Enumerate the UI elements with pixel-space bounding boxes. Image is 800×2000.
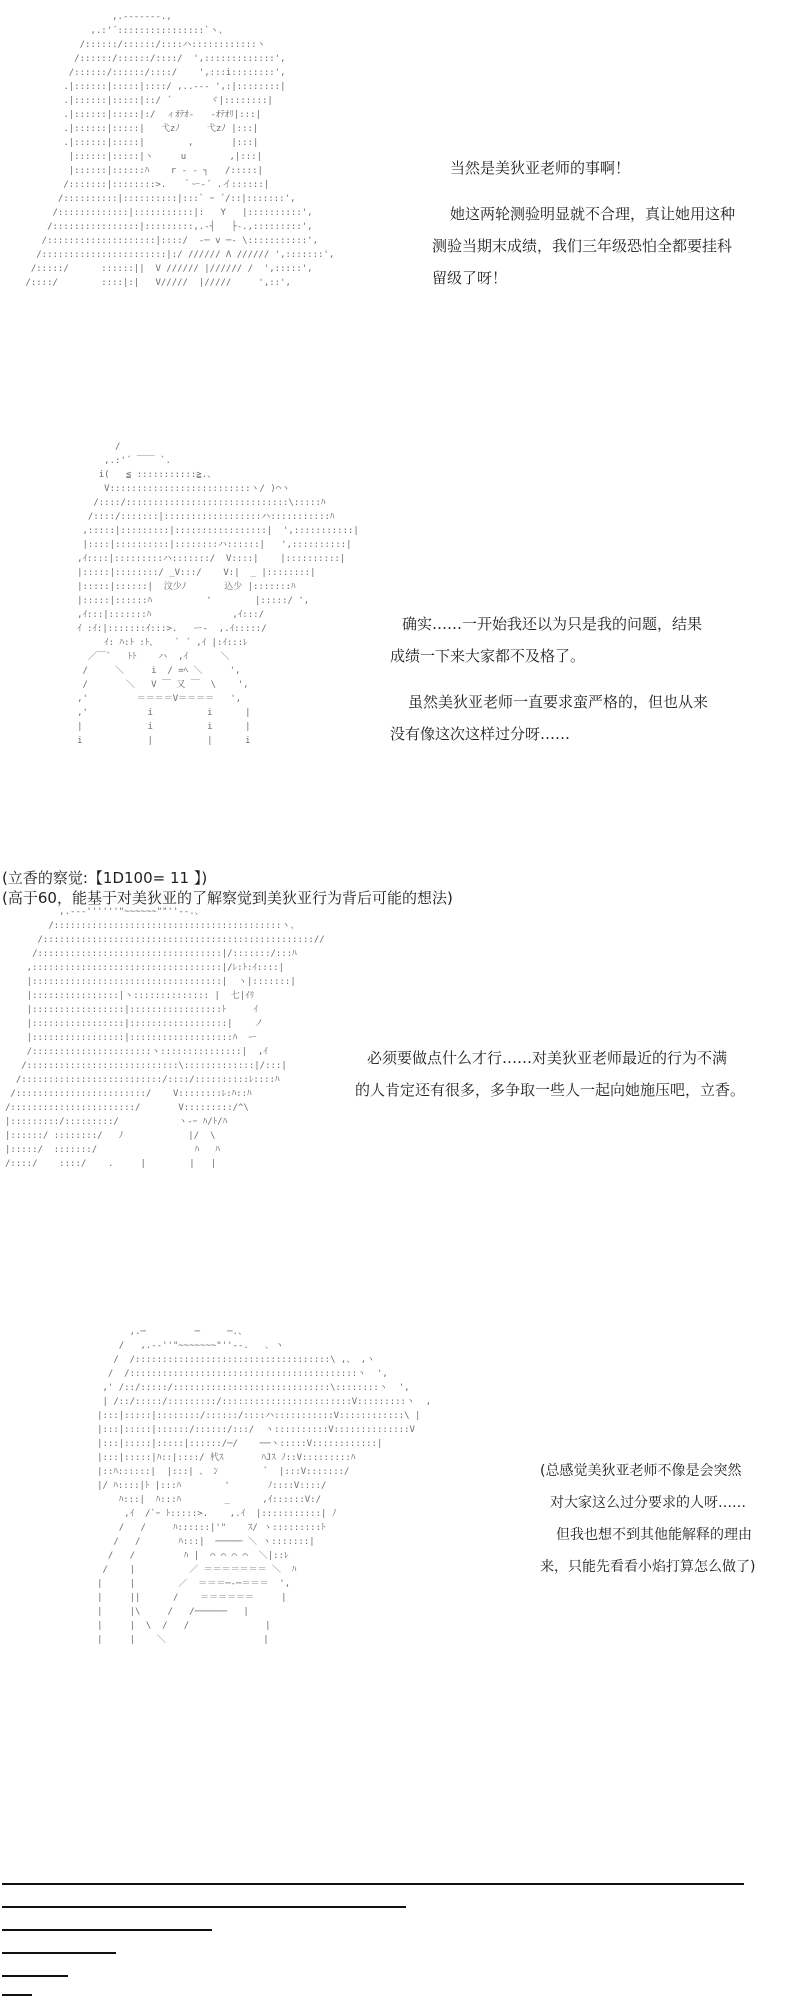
dialogue-line: 的人肯定还有很多，多争取一些人一起向她施压吧，立香。	[355, 1081, 746, 1099]
dialogue-line: 确实……一开始我还以为只是我的问题，结果	[402, 615, 703, 633]
dialogue-line: 虽然美狄亚老师一直要求蛮严格的，但也从来	[408, 693, 709, 711]
divider-line-4	[2, 1952, 116, 1954]
dialogue-line: (总感觉美狄亚老师不像是会突然	[540, 1463, 742, 1479]
ascii-figure-1: ,.--‐‐‐--., ,.:'´::::::::::::::::`ヽ、 /::::::/::::::/::::ハ::::::::::::ヽ /::::::/::::::/::::/ ',:::::::::::::', /::::::/::::::/::::/ ',:::i::::::::', .|::::::|:::::|::::/ ,..-‐- ',:|::::::::| .|::::::|:::::|::/ ´ ヾ|::::::::| .|::::::|:::::|:/ ィｵﾃｵ- -ｵﾃｵﾘ|:::| .|::::::|:::::| 弋zﾉ 弋zﾉ |:::| .|::::::|:::::| , |:::| |::::::|:::::|ヽ u ,|:::| |::::::|::::::ﾊ r ‐ ‐ ┐ /:::::| /:::::::|::::::::>. ｀ー‐´ .イ::::::| /::::::::::|::::::::::|:::` ｰ ´/::|:::::::', /:::::::::::::|:::::::::::|: Y |::::::::::', /::::::::::::::::|:::::::::,.-┤ ├-.,:::::::::', /::::::::::::::::::::|::::/ ‐─ v ─‐ \:::::::::::', /:::::::::::::::::::::::|:/ ////// Λ ////// ',:::::::', /:::::/ ::::::|| V ////// |////// / ',:::::', /::::/ ::::|:| V///// |///// ',::',	[25, 12, 335, 288]
dialogue-panel-4	[540, 1455, 798, 1583]
dialogue-panel-3	[355, 1042, 795, 1106]
dialogue-line: 没有像这次这样过分呀……	[390, 725, 571, 743]
roll-result: (立香的察觉:【1D100= 11 】)	[2, 869, 208, 887]
divider-line-6	[2, 1994, 32, 1996]
divider-line-1	[2, 1883, 744, 1885]
dialogue-line: 成绩一下来大家都不及格了。	[390, 647, 586, 665]
dialogue-line: 留级了呀！	[432, 269, 508, 287]
roll-explanation: (高于60，能基于对美狄亚的了解察觉到美狄亚行为背后可能的想法)	[2, 889, 453, 907]
divider-line-2	[2, 1906, 406, 1908]
ascii-figure-3: ,.-‐‐''''''"~~~~~~""''‐-.、 /::::::::::::::::::::::::::::::::::::::::::ヽ、 /::::::::::::::::::::::::::::::::::::::::::::::::::// /::::::::::::::::::::::::::::::::::|/:::::::/:::ﾊ ,:::::::::::::::::::::::::::::::::::|/ﾚ:ﾄ:ｲ::::| |:::::::::::::::::::::::::::::::::::| ヽ|:::::::| |::::::::::::::::|ヽ:::::::::::::: | 七|ｲﾘ |:::::::::::::::::|:::::::::::::::::ﾄ ｲ |:::::::::::::::::|::::::::::::::::::| ノ |:::::::::::::::::|:::::::::::::::::::ﾊ ー /::::::::::::::::::::::ヽ:::::::::::::::| ,ｲ /::::::::::::::::::::::::::::\:::::::::::::|/:::| /::::::::::::::::::::::::::/::::/::::::::::ﾚ::::ﾊ /::::::::::::::::::::::::/ V::::::::ﾚ:ﾊ::ﾊ /:::::::::::::::::::::::/ V:::::::::/^\ |:::::::::/:::::::::/ ヽ-ｰ ﾊ/ﾄ/ﾊ |::::::/ ::::::::/ ﾉ |/ \ |:::::/ :::::::/ ﾊ ﾊ /::::/ ::::/ . | | |	[5, 907, 325, 1169]
ascii-figure-2: / ,.:'´ ￣￣ `. i( ≦ :::::::::::≧.、 V::::::::::::::::::::::::::ヽ/ )⌒ヽ /::::/::::::::::::::::::::::::::::::\:::::ﾊ /::::/:::::::|::::::::::::::::::ハ:::::::::::ﾊ ,:::::|:::::::::|:::::::::::::::::| ',:::::::::::| |::::|::::::::::|::::::::ハ::::::| ',::::::::::| ,ｲ::::|:::::::::ハ:::::::/ V::::| |::::::::::| |:::::|::::::::/ _V:::/ V:| _ |::::::::| |:::::|::::::| 汶少ﾉ 込少 |:::::::ﾊ |:::::|::::::ﾊ ' |:::::/ ', ,ｲ:::|:::::::ﾊ ,ｲ:::/ ｲ :ｲ:|:::::::ｲ:::>. ー‐ ,.ｲ:::::/ ｲ: ﾊ:ﾄ :ﾄ、 ` ´ ,ｲ |:ｲ:::ﾚ ／￣` ﾄﾄ ハ ,ｲ ＼ / ＼ i / =ﾍ ＼ ', / ＼ V ￣ 又 ￣ \ ', ,' ＝＝＝＝V＝＝＝＝ ', ,' i i | | i i | i | | i	[77, 442, 359, 746]
dialogue-panel-2	[390, 608, 790, 750]
ascii-figure-4: ,.─ ─ ─.、 / ,.-‐''"~~~~~~~"''‐-. ､ ヽ / /::::::::::::::::::::::::::::::::::::\ ,、 ,ヽ / /::::::::::::::::::::::::::::::::::::::::::ヽ ', ,' /::/:::::/:::::::::::::::::::::::::::::\::::::::ヽ ', | /::/:::::/:::::::::/::::::::::::::::::::::::V:::::::::ヽ , |:::|:::::|::::::::/::::::/::::ハ:::::::::::V::::::::::::\ | |:::|:::::|::::::/::::::/:::/ ヽ::::::::::V::::::::::::::V |:::|:::::|:::::|::::::/─/ ──ヽ:::::V::::::::::::| |:::|:::::|ﾊ::|::::/ 杙ｽ ﾊJｽ ﾉ::V:::::::::ﾊ |::ﾊ::::::| |:::| 、 ﾝ ﾞ |:::V:::::::/ |/ ﾊ::::|ﾄ |:::ﾊ ' ﾉ::::V::::/ ﾊ:::| ﾊ:::ﾊ _ ,ｲ::::::V:/ ,ｲ /`ｰ ﾄ:::::>. ,.ｲ |:::::::::::| ﾉ / / ﾊ::::::|'" ｽ/ ヽ:::::::::ﾄ / / ﾊ:::| ───── ＼ ヽ:::::::| / / ﾊ | ⌒ ⌒ ⌒ ⌒ ＼|::ﾚ / | ／ ＝＝＝＝＝＝＝ ＼ ﾊ | | ／ ＝＝＝─‐─＝＝＝ ', | || / ＝＝＝＝＝＝ | | |\ / /────── | | | \ / / | | | ＼ |	[97, 1327, 432, 1645]
dialogue-panel-1	[410, 152, 790, 294]
dialogue-line: 对大家这么过分要求的人呀……	[550, 1495, 746, 1511]
dialogue-line: 来，只能先看看小焰打算怎么做了)	[540, 1559, 756, 1575]
divider-line-3	[2, 1929, 212, 1931]
dialogue-line: 她这两轮测验明显就不合理，真让她用这种	[450, 205, 736, 223]
roll-note	[2, 868, 792, 908]
dialogue-line: 当然是美狄亚老师的事啊！	[450, 159, 631, 177]
divider-line-5	[2, 1975, 68, 1977]
dialogue-line: 必须要做点什么才行……对美狄亚老师最近的行为不满	[367, 1049, 728, 1067]
dialogue-line: 测验当期末成绩，我们三年级恐怕全都要挂科	[432, 237, 733, 255]
dialogue-line: 但我也想不到其他能解释的理由	[556, 1527, 752, 1543]
